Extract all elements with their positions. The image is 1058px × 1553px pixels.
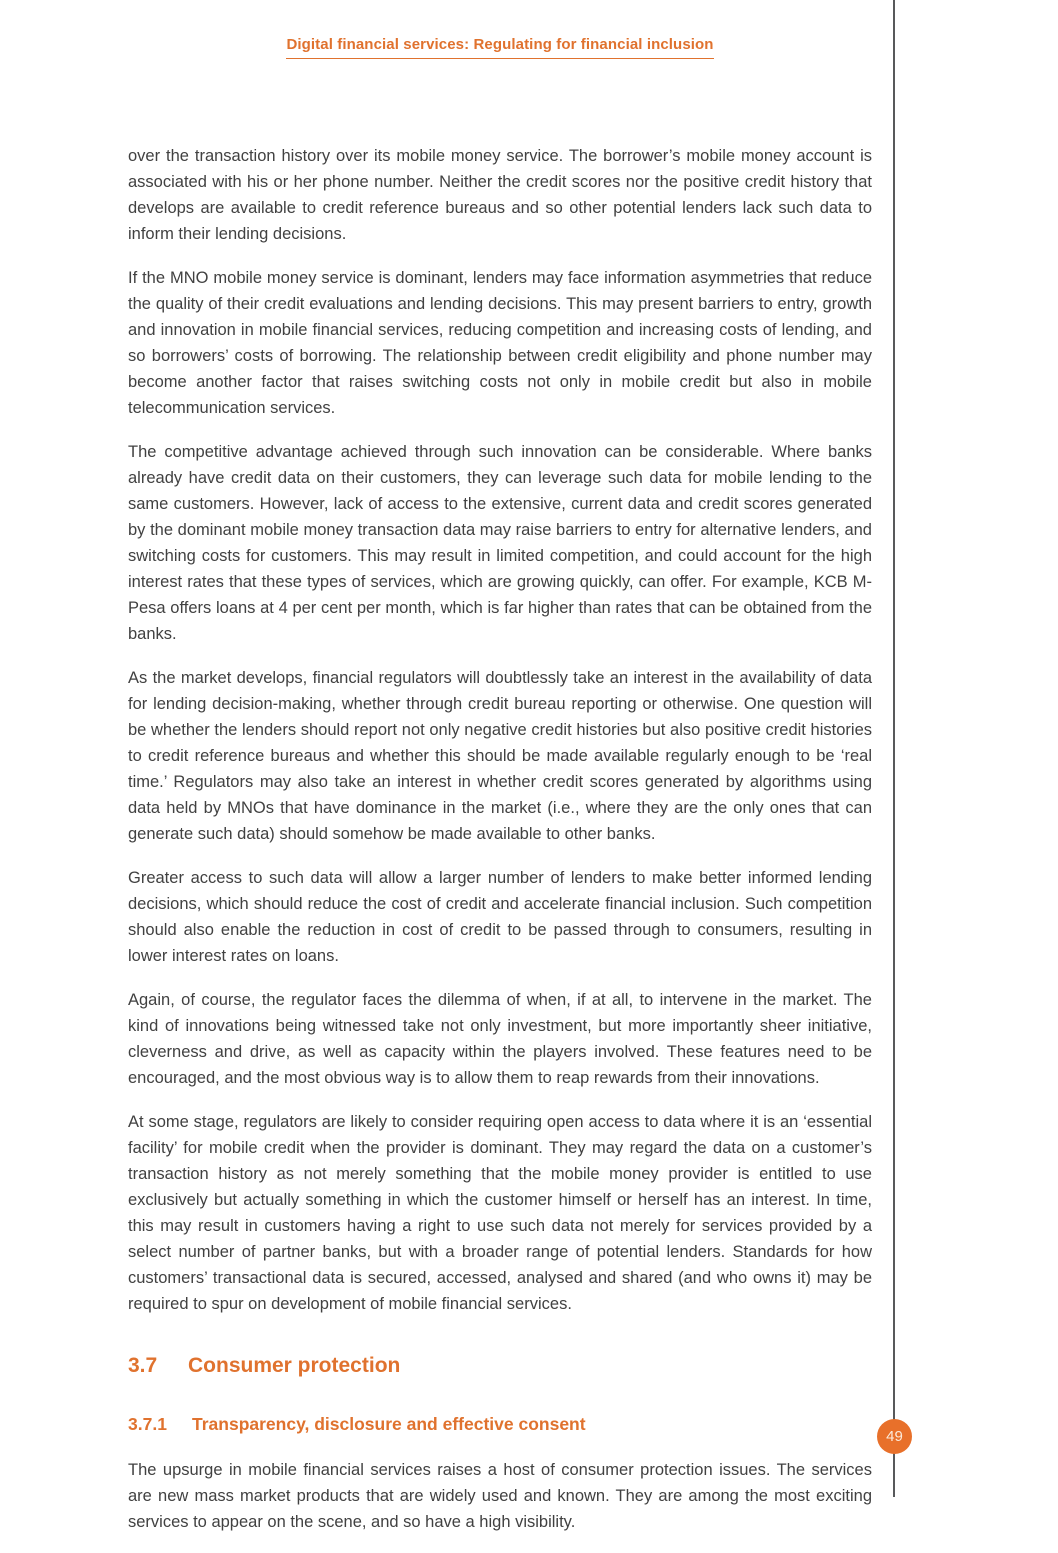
page-edge-rule [893, 0, 895, 1497]
page-content [128, 0, 872, 1553]
section-number: 3.7 [128, 1354, 158, 1377]
body-paragraph: The competitive advantage achieved through such innovation can be considerable. Where banks already have credit data on their customers, they can leverage such data for mobile lending to the same customers. However, lack of access to the extensive, current data and credit scores generated by the dominant mobile money transaction data may raise barriers to entry for alternative lenders, and switching costs for customers. This may result in limited competition, and could account for the high interest rates that these types of services, which are growing quickly, can offer. For example, KCB M-Pesa offers loans at 4 per cent per month, which is far higher than rates that can be obtained from the banks. [128, 443, 872, 643]
section-heading [128, 1353, 872, 1379]
body-paragraph: As the market develops, financial regulators will doubtlessly take an interest in the availability of data for lending decision-making, whether through credit bureau reporting or otherwise. One question will be whether the lenders should report not only negative credit histories but also positive credit histories to credit reference bureaus and whether this should be made available regularly enough to be ‘real time.’ Regulators may also take an interest in whether credit scores generated by algorithms using data held by MNOs that have dominance in the market (i.e., where they are the only ones that can generate such data) should somehow be made available to other banks. [128, 669, 872, 843]
body-paragraph: Greater access to such data will allow a larger number of lenders to make better informed lending decisions, which should reduce the cost of credit and accelerate financial inclusion. Such competition should also enable the reduction in cost of credit to be passed through to consumers, resulting in lower interest rates on loans. [128, 869, 872, 965]
body-paragraph: Again, of course, the regulator faces the dilemma of when, if at all, to intervene in the market. The kind of innovations being witnessed take not only investment, but more importantly sheer initiative, cleverness and drive, as well as capacity within the players involved. These features need to be encouraged, and the most obvious way is to allow them to reap rewards from their innovations. [128, 991, 872, 1087]
body-text [128, 143, 872, 1535]
section-title: Consumer protection [188, 1354, 401, 1377]
body-paragraph: If the MNO mobile money service is dominant, lenders may face information asymmetries that reduce the quality of their credit evaluations and lending decisions. This may present barriers to entry, growth and innovation in mobile financial services, reducing competition and increasing costs of lending, and so borrowers’ costs of borrowing. The relationship between credit eligibility and phone number may become another factor that raises switching costs not only in mobile credit but also in mobile telecommunication services. [128, 269, 872, 417]
subsection-heading [128, 1412, 872, 1436]
page-number-badge [877, 1419, 912, 1454]
page-number: 49 [886, 1428, 903, 1445]
running-header [128, 36, 872, 59]
subsection-title: Transparency, disclosure and effective consent [192, 1414, 586, 1434]
body-paragraph: over the transaction history over its mobile money service. The borrower’s mobile money account is associated with his or her phone number. Neither the credit scores nor the positive credit history that develops are available to credit reference bureaus and so other potential lenders lack such data to inform their lending decisions. [128, 147, 872, 243]
running-header-title: Digital financial services: Regulating for financial inclusion [286, 36, 713, 59]
body-paragraph: The upsurge in mobile financial services raises a host of consumer protection issues. The services are new mass market products that are widely used and known. They are among the most exciting services to appear on the scene, and so have a high visibility. [128, 1461, 872, 1531]
body-paragraph: At some stage, regulators are likely to consider requiring open access to data where it is an ‘essential facility’ for mobile credit when the provider is dominant. They may regard the data on a customer’s transaction history as not merely something that the mobile money provider is entitled to use exclusively but actually something in which the customer himself or herself has an interest. In time, this may result in customers having a right to use such data not merely for services provided by a select number of partner banks, but with a broader range of potential lenders. Standards for how customers’ transactional data is secured, accessed, analysed and shared (and who owns it) may be required to spur on development of mobile financial services. [128, 1113, 872, 1313]
subsection-number: 3.7.1 [128, 1414, 167, 1434]
